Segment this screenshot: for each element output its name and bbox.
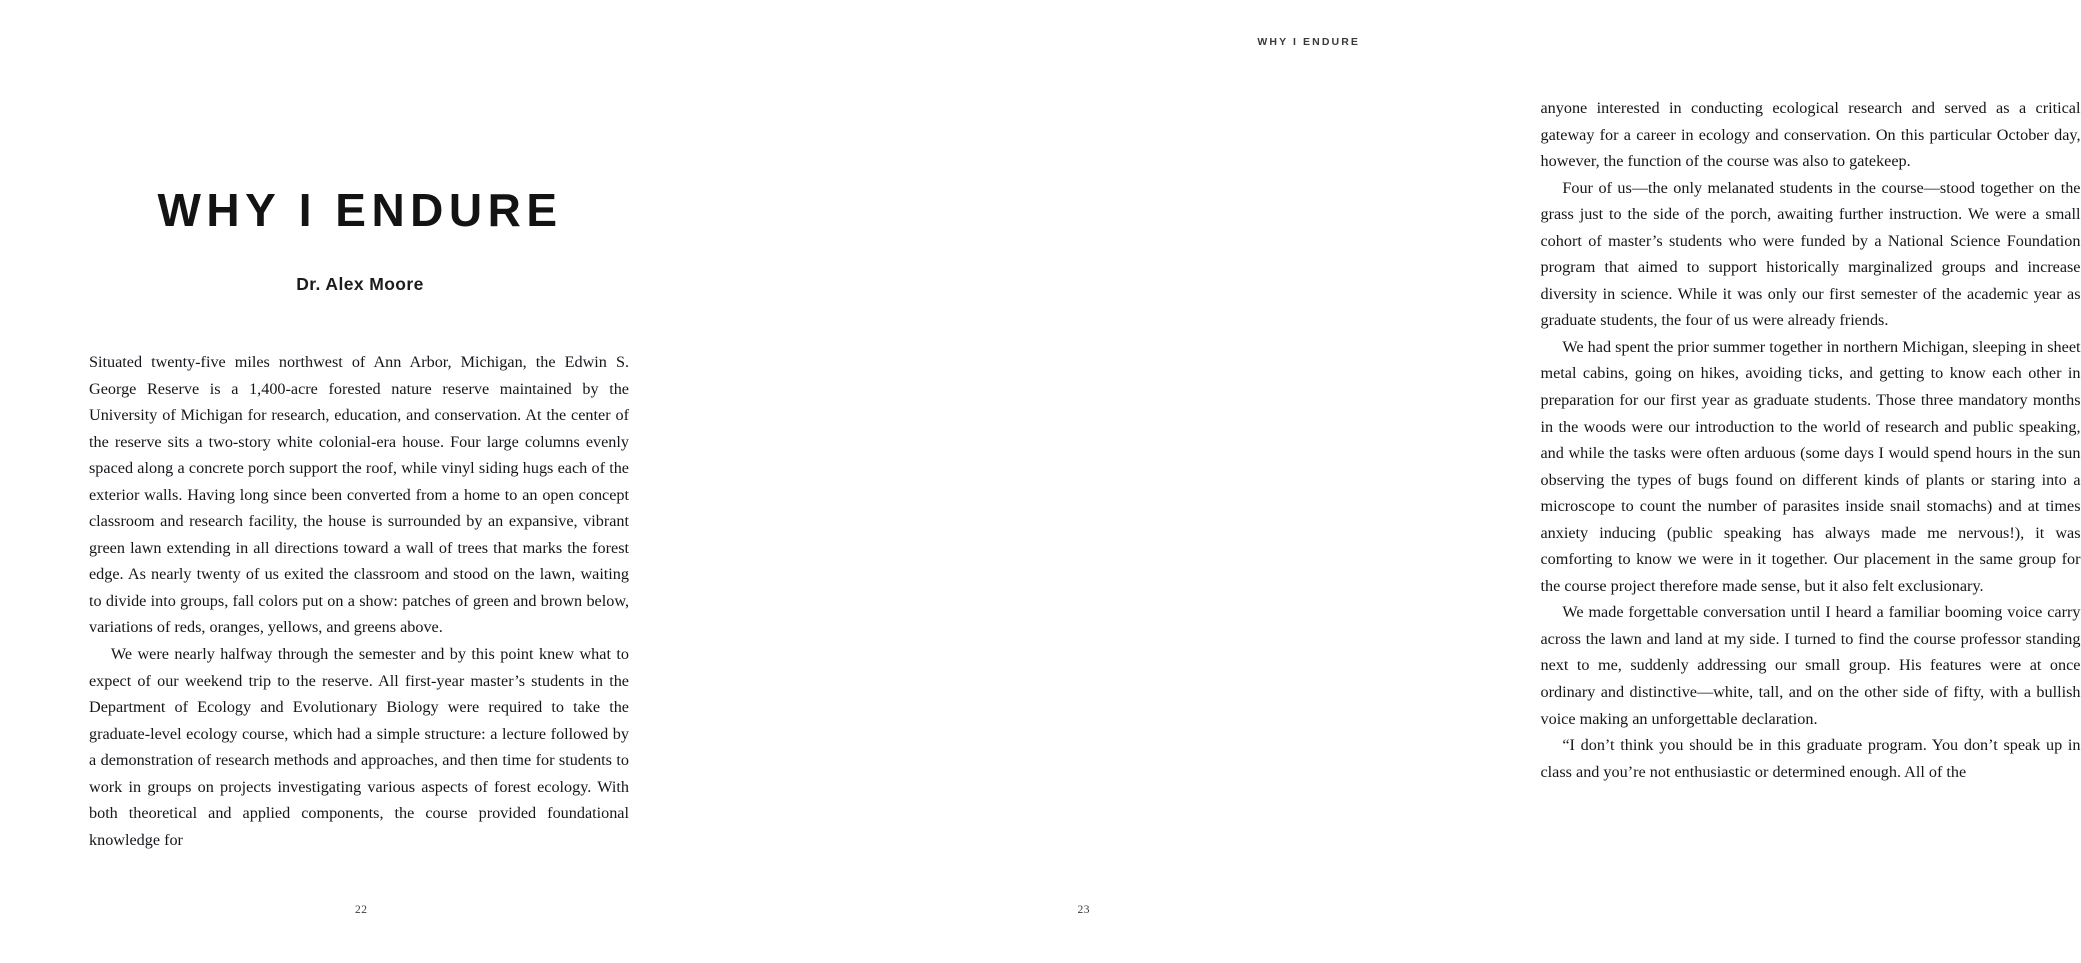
paragraph: We had spent the prior summer together in northern Michigan, sleeping in sheet metal cabins, going on hikes, avoiding ticks, and getting to know each other in preparation for our first year as graduate students. Those three mandatory months in the woods were our introduction to the world of research and public speaking, and while the tasks were often arduous (some days I would spend hours in the sun observing the types of bugs found on different kinds of plants or staring into a microscope to count the number of parasites inside snail stomachs) and at times anxiety inducing (public speaking has always made me nervous!), it was comforting to know we were in it together. Our placement in the same group for the course project therefore made sense, but it also felt exclusionary. [1540, 337, 2081, 595]
page-number-recto: 23 [1077, 904, 1090, 916]
chapter-byline: Dr. Alex Moore [296, 274, 424, 295]
paragraph: We made forgettable conversation until I heard a familiar booming voice carry across the lawn and land at my side. I turned to find the course professor standing next to me, suddenly addressing our small group. His features were at once ordinary and distinctive—white, tall, and on the other side of fifty, with a bullish voice making an unforgettable declaration. [1540, 603, 2081, 728]
page-recto [723, 0, 2081, 963]
paragraph: We were nearly halfway through the semester and by this point knew what to expect of our weekend trip to the reserve. All first-year master’s students in the Department of Ecology and Evolutionary Biology were required to take the graduate-level ecology course, which had a simple structure: a lecture followed by a demonstration of research methods and approaches, and then time for students to work in groups on projects investigating various aspects of forest ecology. With both theoretical and applied components, the course provided foundational knowledge for [89, 645, 629, 849]
running-head: WHY I ENDURE [1257, 36, 1360, 48]
paragraph: Situated twenty-five miles northwest of Ann Arbor, Michigan, the Edwin S. George Reserve is a 1,400-acre forested nature reserve maintained by the University of Michigan for research, education, and conservation. At the center of the reserve sits a two-story white colonial-era house. Four large columns evenly spaced along a concrete porch support the roof, while vinyl siding hugs each of the exterior walls. Having long since been converted from a home to an open concept classroom and research facility, the house is surrounded by an expansive, vibrant green lawn extending in all directions toward a wall of trees that marks the forest edge. As nearly twenty of us exited the classroom and stood on the lawn, waiting to divide into groups, fall colors put on a show: patches of green and brown below, variations of reds, oranges, yellows, and greens above. [89, 353, 629, 637]
paragraph: “I don’t think you should be in this graduate program. You don’t speak up in class and you’re not enthusiastic or determined enough. All of the [1540, 736, 2081, 781]
body-column-left [89, 349, 629, 853]
page-number-verso: 22 [355, 904, 368, 916]
page-title: WHY I ENDURE [157, 184, 563, 236]
body-column-right [1541, 95, 2081, 785]
page-verso [0, 0, 723, 963]
paragraph: anyone interested in conducting ecological research and served as a critical gateway for a career in ecology and conservation. On this particular October day, however, the function of the course was also to gatekeep. [1540, 99, 2081, 171]
paragraph: Four of us—the only melanated students in the course—stood together on the grass just to the side of the porch, awaiting further instruction. We were a small cohort of master’s students who were funded by a National Science Foundation program that aimed to support historically marginalized groups and increase diversity in science. While it was only our first semester of the academic year as graduate students, the four of us were already friends. [1540, 178, 2081, 330]
chapter-opener [89, 186, 631, 295]
